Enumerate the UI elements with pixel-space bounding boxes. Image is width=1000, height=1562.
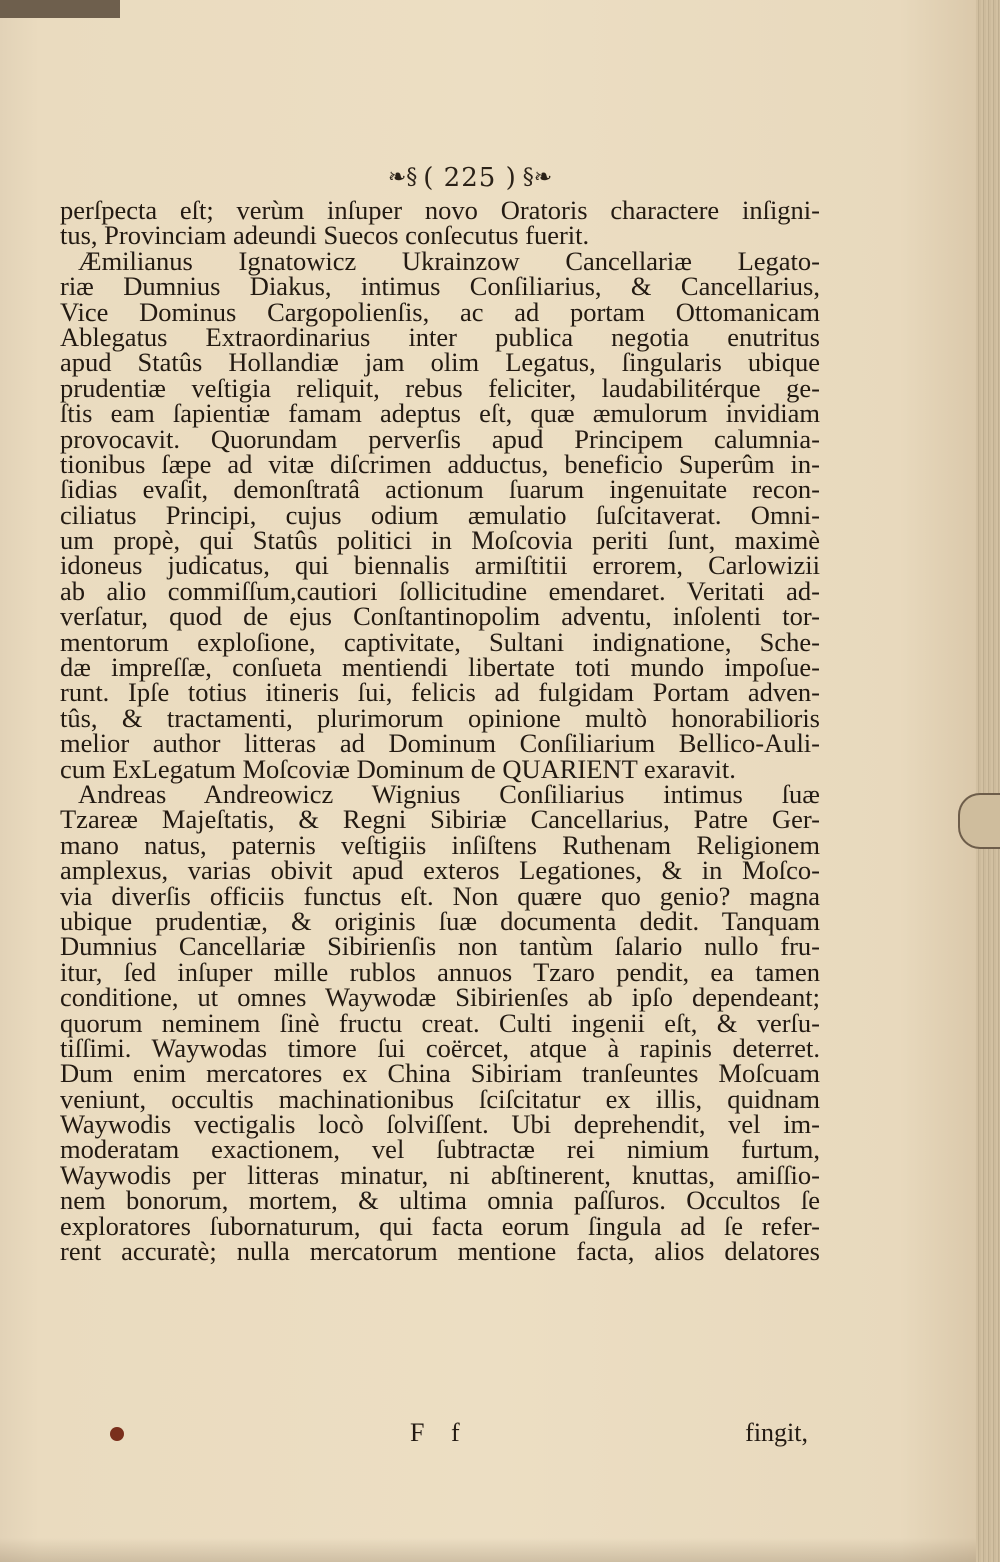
text-line: amplexus, varias obivit apud exteros Legationes, & in Moſco- [60, 855, 820, 886]
page-tab-marker [958, 793, 1000, 849]
text-line: Ablegatus Extraordinarius inter publica negotia enutritus [60, 321, 820, 352]
text-line: via diverſis officiis functus eſt. Non quære quo genio? magna [60, 880, 820, 911]
text-line: exploratores ſubornaturum, qui facta eorum ſingula ad ſe refer- [60, 1210, 820, 1241]
text-line: riæ Dumnius Diakus, intimus Conſiliarius, & Cancellarius, [60, 271, 820, 302]
text-line: ſidias evaſit, demonſtratâ actionum ſuarum ingenuitate recon- [60, 474, 820, 505]
text-line: Dum enim mercatores ex China Sibiriam tranſeuntes Moſcuam [60, 1058, 820, 1089]
text-line: tûs, & tractamenti, plurimorum opinione multò honorabilioris [60, 702, 820, 733]
text-line: um propè, qui Statûs politici in Moſcovia periti ſunt, maximè [60, 525, 820, 556]
text-line: idoneus judicatus, qui biennalis armiſtitii errorem, Carlowizii [60, 550, 820, 581]
text-line: dæ impreſſæ, conſueta mentiendi libertate toti mundo impoſue- [60, 652, 820, 683]
text-line: tus, Provinciam adeundi Suecos conſecutus fuerit. [60, 220, 590, 251]
text-line: ciliatus Principi, cujus odium æmulatio ſuſcitaverat. Omni- [60, 499, 820, 530]
text-line: Tzareæ Majeſtatis, & Regni Sibiriæ Cancellarius, Patre Ger- [60, 804, 820, 835]
ink-blot-icon [110, 1427, 124, 1441]
text-line: Dumnius Cancellariæ Sibirienſis non tantùm ſalario nullo fru- [60, 931, 820, 962]
text-line: veniunt, occultis machinationibus ſciſcitatur ex illis, quidnam [60, 1083, 820, 1114]
text-line: tionibus ſæpe ad vitæ diſcrimen adductus, beneficio Superûm in- [60, 448, 820, 479]
page-stack-edge [976, 0, 1000, 1562]
binding-stain [0, 0, 120, 18]
text-line: provocavit. Quorundam perverſis apud Principem calumnia- [60, 423, 820, 454]
body-text [60, 195, 820, 1267]
text-line: melior author litteras ad Dominum Conſiliarium Bellico-Auli- [60, 728, 820, 759]
text-line: ſtis eam ſapientiæ famam adeptus eſt, quæ æmulorum invidiam [60, 398, 820, 429]
text-line: quorum neminem ſinè fructu creat. Culti ingenii eſt, & verſu- [60, 1007, 820, 1038]
text-line: moderatam exactionem, vel ſubtractæ rei nimium furtum, [60, 1134, 820, 1165]
page-footer [100, 1418, 820, 1450]
text-line: prudentiæ veſtigia reliquit, rebus feliciter, laudabilitérque ge- [60, 372, 820, 403]
text-line: Æmilianus Ignatowicz Ukrainzow Cancellariæ Legato- [78, 245, 820, 276]
text-line: Vice Dominus Cargopolienſis, ac ad portam Ottomanicam [60, 296, 820, 327]
text-line: runt. Ipſe totius itineris ſui, felicis ad fulgidam Portam adven- [60, 677, 820, 708]
running-header [360, 158, 580, 198]
text-line: rent accuratè; nulla mercatorum mentione facta, alios delatores [60, 1236, 820, 1267]
text-line: verſatur, quod de ejus Conſtantinopolim adventu, inſolenti tor- [60, 601, 820, 632]
text-line: cum ExLegatum Moſcoviæ Dominum de QUARIENT exaravit. [60, 753, 736, 784]
text-line: perſpecta eſt; verùm inſuper novo Oratoris charactere inſigni- [60, 195, 820, 225]
page-bottom-shadow [0, 1538, 978, 1562]
ornament-left-icon: ❧§ [387, 165, 418, 190]
text-line: ubique prudentiæ, & originis ſuæ documenta dedit. Tanquam [60, 905, 820, 936]
page-number: ( 225 ) [423, 163, 517, 193]
text-line: conditione, ut omnes Waywodæ Sibirienſes ab ipſo dependeant; [60, 982, 820, 1013]
text-line: Waywodis per litteras minatur, ni abſtinerent, knuttas, amiſſio- [60, 1159, 820, 1190]
ornament-right-icon: §❧ [522, 165, 553, 190]
text-line: Waywodis vectigalis locò ſolviſſent. Ubi deprehendit, vel im- [60, 1109, 820, 1140]
text-line: Andreas Andreowicz Wignius Conſiliarius intimus ſuæ [78, 778, 820, 809]
text-line: mano natus, paternis veſtigiis inſiſtens Ruthenam Religionem [60, 829, 820, 860]
text-line: itur, ſed inſuper mille rublos annuos Tzaro pendit, ea tamen [60, 956, 820, 987]
text-line: apud Statûs Hollandiæ jam olim Legatus, ſingularis ubique [60, 347, 820, 378]
signature-mark: F f [410, 1418, 470, 1447]
text-line: mentorum exploſione, captivitate, Sultani indignatione, Sche- [60, 626, 820, 657]
text-line: nem bonorum, mortem, & ultima omnia paſſuros. Occultos ſe [60, 1185, 820, 1216]
catchword: fingit, [745, 1418, 808, 1447]
text-line: ab alio commiſſum,cautiori ſollicitudine emendaret. Veritati ad- [60, 575, 820, 606]
text-line: tiſſimi. Waywodas timore ſui coërcet, atque à rapinis deterret. [60, 1032, 820, 1063]
